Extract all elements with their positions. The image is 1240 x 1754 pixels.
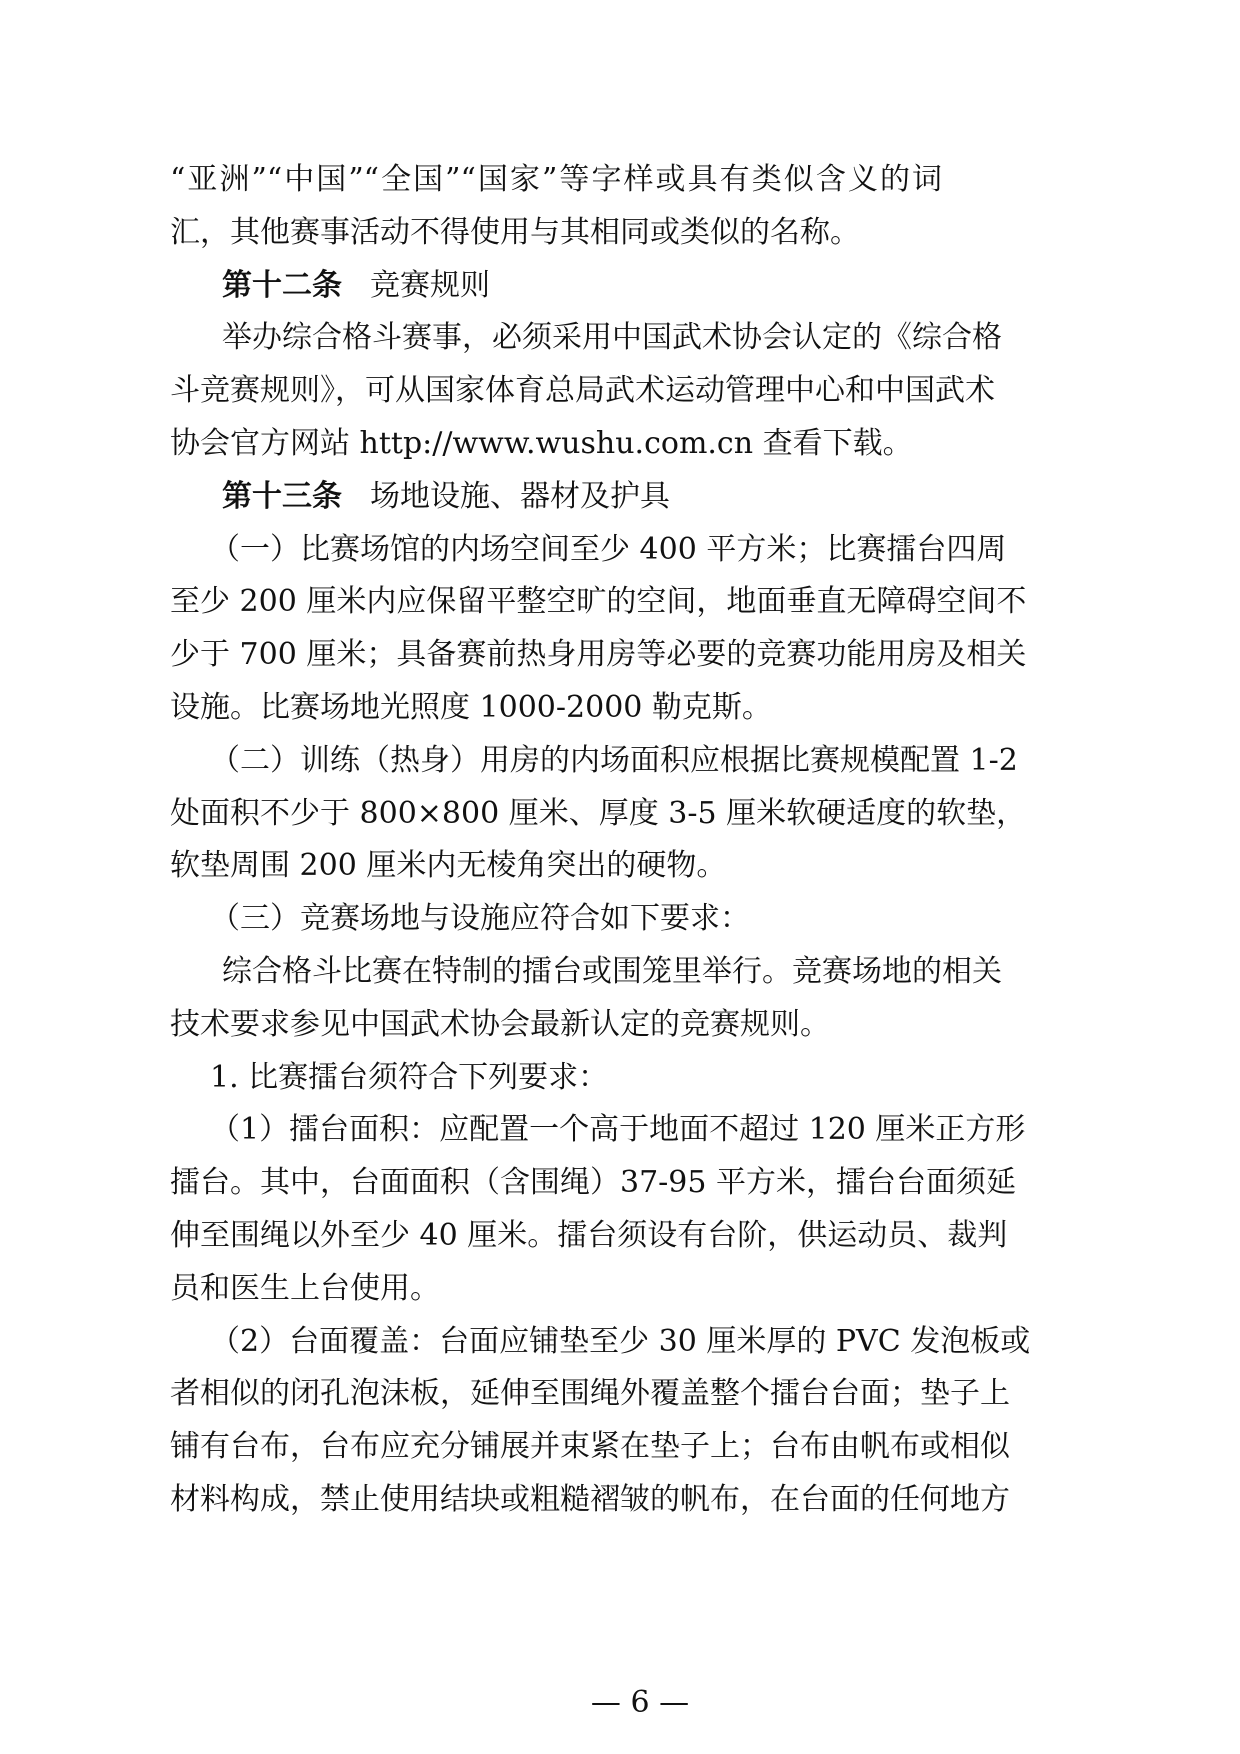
text-line: 汇，其他赛事活动不得使用与其相同或类似的名称。: [170, 214, 860, 250]
text-line: 员和医生上台使用。: [170, 1270, 440, 1306]
text-line: “亚洲”“中国”“全国”“国家”等字样或具有类似含义的词: [170, 162, 942, 197]
text-line: 软垫周围 200 厘米内无棱角突出的硬物。: [170, 848, 727, 884]
text-line: （一）比赛场馆的内场空间至少 400 平方米；比赛擂台四周: [210, 531, 1007, 567]
text-line: 伸至围绳以外至少 40 厘米。擂台须设有台阶，供运动员、裁判: [170, 1217, 1008, 1253]
text-line: 者相似的闭孔泡沫板，延伸至围绳外覆盖整个擂台台面；垫子上: [170, 1376, 1010, 1412]
text-line: （1）擂台面积：应配置一个高于地面不超过 120 厘米正方形: [210, 1112, 1026, 1148]
text-line: （二）训练（热身）用房的内场面积应根据比赛规模配置 1-2: [210, 742, 1018, 778]
article-heading-13: [170, 471, 942, 524]
article-number: 第十二条: [222, 267, 342, 303]
text-line: （三）竞赛场地与设施应符合如下要求：: [210, 901, 750, 937]
body-text: [170, 154, 1031, 1527]
article-title: 竞赛规则: [370, 267, 490, 303]
text-line: 铺有台布，台布应充分铺展并束紧在垫子上；台布由帆布或相似: [170, 1429, 1010, 1465]
article-number: 第十三条: [222, 478, 342, 514]
text-line: 处面积不少于 800×800 厘米、厚度 3-5 厘米软硬适度的软垫，: [170, 795, 1027, 831]
text-line: 举办综合格斗赛事，必须采用中国武术协会认定的《综合格: [222, 320, 1002, 356]
text-line: 至少 200 厘米内应保留平整空旷的空间，地面垂直无障碍空间不: [170, 584, 1027, 620]
page-number: — 6 —: [590, 1685, 690, 1720]
text-line: 材料构成，禁止使用结块或粗糙褶皱的帆布，在台面的任何地方: [170, 1481, 1010, 1517]
article-title: 场地设施、器材及护具: [370, 478, 670, 514]
text-line: 斗竞赛规则》，可从国家体育总局武术运动管理中心和中国武术: [170, 373, 995, 409]
text-line: 综合格斗比赛在特制的擂台或围笼里举行。竞赛场地的相关: [222, 953, 1002, 989]
text-line-url: 协会官方网站 http://www.wushu.com.cn 查看下载。: [170, 425, 913, 461]
text-line: 擂台。其中，台面面积（含围绳）37-95 平方米，擂台台面须延: [170, 1165, 1017, 1201]
text-line: 技术要求参见中国武术协会最新认定的竞赛规则。: [170, 1006, 830, 1042]
text-line: （2）台面覆盖：台面应铺垫至少 30 厘米厚的 PVC 发泡板或: [210, 1323, 1031, 1359]
text-line: 设施。比赛场地光照度 1000-2000 勒克斯。: [170, 689, 772, 725]
text-line: 1. 比赛擂台须符合下列要求：: [210, 1059, 609, 1095]
article-heading-12: [170, 260, 942, 313]
text-line: 少于 700 厘米；具备赛前热身用房等必要的竞赛功能用房及相关: [170, 637, 1027, 673]
